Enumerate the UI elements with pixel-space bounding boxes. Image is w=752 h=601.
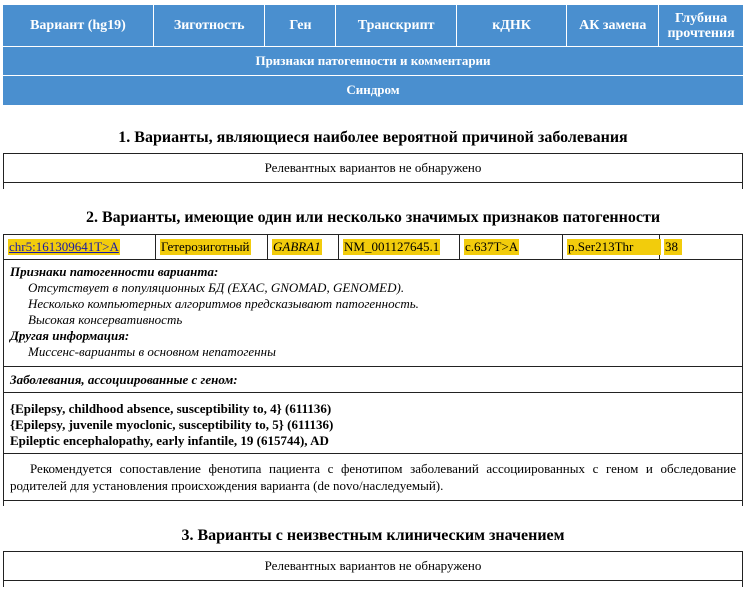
report-page (3, 5, 743, 587)
sign-item: Несколько компьютерных алгоритмов предсказывают патогенность. (28, 296, 419, 311)
variant-aa-cell (563, 235, 660, 259)
variant-depth: 38 (664, 239, 682, 255)
header-cdna: кДНК (457, 5, 568, 46)
variant-gene-cell (268, 235, 339, 259)
sign-item: Отсутствует в популяционных БД (EXAC, GNOMAD, GENOMED). (28, 280, 405, 295)
header-columns-row (3, 5, 743, 46)
section-2-footer (3, 500, 743, 506)
header-syndrome-row: Синдром (3, 75, 743, 105)
signs-title: Признаки патогенности варианта: (10, 264, 219, 279)
pathogenicity-block (4, 260, 742, 367)
header-variant: Вариант (hg19) (3, 5, 154, 46)
diseases-title: Заболевания, ассоциированные с геном: (4, 367, 742, 393)
other-info-item: Миссенс-варианты в основном непатогенны (28, 344, 276, 359)
variant-position-cell (4, 235, 156, 259)
header-aa-change: АК замена (567, 5, 659, 46)
other-info-title: Другая информация: (10, 328, 130, 343)
header-read-depth: Глубина прочтения (667, 10, 735, 41)
variant-row (4, 235, 742, 260)
disease-item: {Epilepsy, childhood absence, susceptibility to, 4} (611136) (10, 401, 332, 416)
section-3-title: 3. Варианты с неизвестным клиническим значением (181, 527, 565, 544)
variant-transcript-cell (339, 235, 460, 259)
disease-item: {Epilepsy, juvenile myoclonic, susceptibility to, 5} (611136) (10, 417, 334, 432)
variant-cdna-cell (460, 235, 563, 259)
disease-item: Epileptic encephalopathy, early infantile, 19 (615744), AD (10, 433, 329, 448)
variant-aa: p.Ser213Thr (567, 239, 661, 255)
section-1-box (3, 153, 743, 189)
variant-transcript: NM_001127645.1 (344, 239, 440, 254)
section-2-box (3, 234, 743, 500)
header-transcript: Транскрипт (336, 5, 456, 46)
diseases-list (4, 393, 742, 454)
variant-gene: GABRA1 (273, 239, 321, 254)
variant-zygosity-cell (156, 235, 268, 259)
header-pathogenicity-row: Признаки патогенности и комментарии (3, 46, 743, 75)
variant-zygosity: Гетерозиготный (161, 239, 250, 254)
section-3-footer (3, 581, 743, 587)
section-2-title: 2. Варианты, имеющие один или несколько значимых признаков патогенности (85, 209, 661, 226)
variant-position-link[interactable]: chr5:161309641T>A (9, 239, 119, 254)
table-header (3, 5, 743, 105)
section-3-empty-message: Релевантных вариантов не обнаружено (3, 552, 743, 581)
header-zygosity: Зиготность (154, 5, 265, 46)
variant-cdna: c.637T>A (465, 239, 519, 254)
section-1-title: 1. Варианты, являющиеся наиболее вероятной причиной заболевания (118, 129, 628, 146)
section-1-footer (3, 183, 743, 189)
sign-item: Высокая консервативность (28, 312, 183, 327)
section-1-empty-message: Релевантных вариантов не обнаружено (3, 154, 743, 183)
header-gene: Ген (265, 5, 336, 46)
recommendation-text: Рекомендуется сопоставление фенотипа пациента с фенотипом заболеваний ассоциированных с геном и обследование родителей для установления происхождения варианта (de novo/наследуемый). (10, 461, 736, 493)
section-3-box (3, 551, 743, 587)
variant-depth-cell (660, 235, 742, 259)
